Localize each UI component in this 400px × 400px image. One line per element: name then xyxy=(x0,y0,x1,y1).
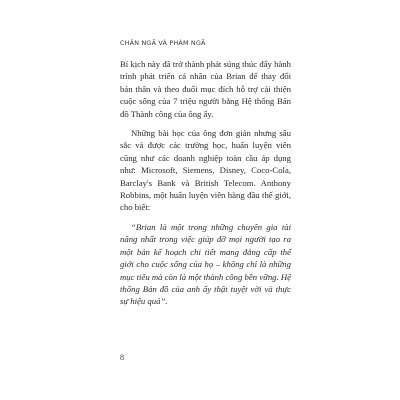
page-number: 8 xyxy=(120,353,124,362)
paragraph-2: Những bài học của ông đơn giản nhưng sâu sắc và được các trường học, huấn luyện viên cũng như các doanh nghiệp toàn cầu áp dụng như: Microsoft, Siemens, Disney, Coco-Cola, Barclay's Bank và British Telecom. Anthony Robbins, một huấn luyện viên hàng đầu thế giới, cho biết: xyxy=(120,128,291,213)
paragraph-1: Bí kịch này đã trở thành phát súng thúc đẩy hành trình phát triển cá nhân của Brian để thay đổi bản thân và theo đuổi mục đích hỗ trợ cải thiện cuộc sống của 7 triệu người bằng Hệ thống Bản đồ Thành công của ông ấy. xyxy=(120,59,291,119)
running-head: CHÂN NGÃ VÀ PHÀM NGÃ xyxy=(120,39,206,47)
body-text xyxy=(120,58,291,315)
quote-paragraph: “Brian là một trong những chuyên gia tài năng nhất trong việc giúp đỡ mọi người tạo ra một bản kế hoạch chi tiết mang đẳng cấp thế giới cho cuộc sống của họ – không chỉ là những mục tiêu mà còn là một thành công bền vững. Hệ thống Bản đồ của anh ấy thật tuyệt vời và thực sự hiệu quả”. xyxy=(120,221,291,307)
